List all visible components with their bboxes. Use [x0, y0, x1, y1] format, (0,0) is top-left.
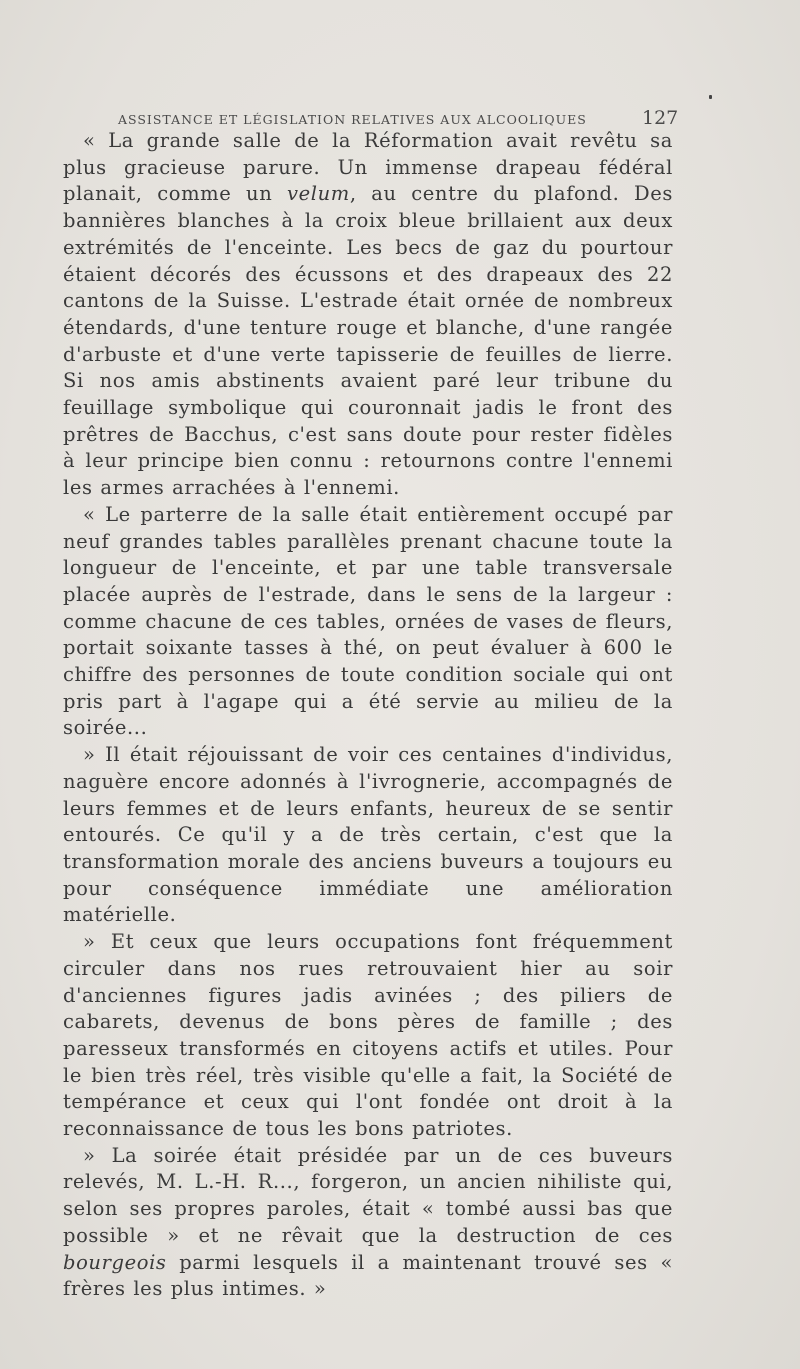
paragraph-1-text-end: , au centre du plafond. Des bannières blanches à la croix bleue brillaient aux deux extrémités de l'enceinte. Les becs de gaz du pourtour étaient décorés des écussons et des drapeaux des 22 cantons de la Suisse. L'estrade était ornée de nombreux étendards, d'une tenture rouge et blanche, d'une rangée d'arbuste et d'une verte tapisserie de feuilles de lierre. Si nos amis abstinents avaient paré leur tribune du feuillage symbolique qui couronnait jadis le front des prêtres de Bacchus, c'est sans doute pour rester fidèles à leur principe bien connu : retournons contre l'ennemi les armes arrachées à l'ennemi.	[63, 182, 674, 500]
paragraph-5	[63, 1143, 673, 1303]
paragraph-1-text-start: « La grande salle de la Réformation avait revêtu sa plus gracieuse parure. Un immense drapeau fédéral planait, comme un	[63, 129, 673, 206]
paragraph-5-text-end: parmi lesquels il a maintenant trouvé ses « frères les plus intimes. »	[63, 1250, 673, 1301]
paragraph-2: « Le parterre de la salle était entièrement occupé par neuf grandes tables parallèles prenant chacune toute la longueur de l'enceinte, et par une table transversale placée auprès de l'estrade, dans le sens de la largeur : comme chacune de ces tables, ornées de vases de fleurs, portait soixante tasses à thé, on peut évaluer à 600 le chiffre des personnes de toute condition sociale qui ont pris part à l'agape qui a été servie au milieu de la soirée...	[63, 502, 673, 740]
body-text	[63, 128, 673, 1303]
page-number: 127	[642, 107, 679, 129]
paragraph-3: » Il était réjouissant de voir ces centaines d'individus, naguère encore adonnés à l'ivrognerie, accompagnés de leurs femmes et de leurs enfants, heureux de se sentir entourés. Ce qu'il y a de très certain, c'est que la transformation morale des anciens buveurs a toujours eu pour conséquence immédiate une amélioration matérielle.	[63, 743, 673, 927]
paragraph-4: » Et ceux que leurs occupations font fréquemment circuler dans nos rues retrouvaient hier au soir d'anciennes figures jadis avinées ; des piliers de cabarets, devenus de bons pères de famille ; des paresseux transformés en citoyens actifs et utiles. Pour le bien très réel, très visible qu'elle a fait, la Société de tempérance et ceux qui l'ont fondée ont droit à la reconnaissance de tous les bons patriotes.	[63, 930, 673, 1141]
italic-velum: velum	[286, 182, 350, 206]
ink-speck	[709, 95, 712, 99]
paragraph-5-text-start: » La soirée était présidée par un de ces buveurs relevés, M. L.-H. R..., forgeron, un ancien nihiliste qui, selon ses propres paroles, était « tombé aussi bas que possible » et ne rêvait que la destruction de ces	[63, 1143, 673, 1247]
running-title: ASSISTANCE ET LÉGISLATION RELATIVES AUX ALCOOLIQUES	[118, 112, 587, 127]
paragraph-1	[63, 128, 673, 502]
italic-bourgeois: bourgeois	[63, 1250, 167, 1274]
